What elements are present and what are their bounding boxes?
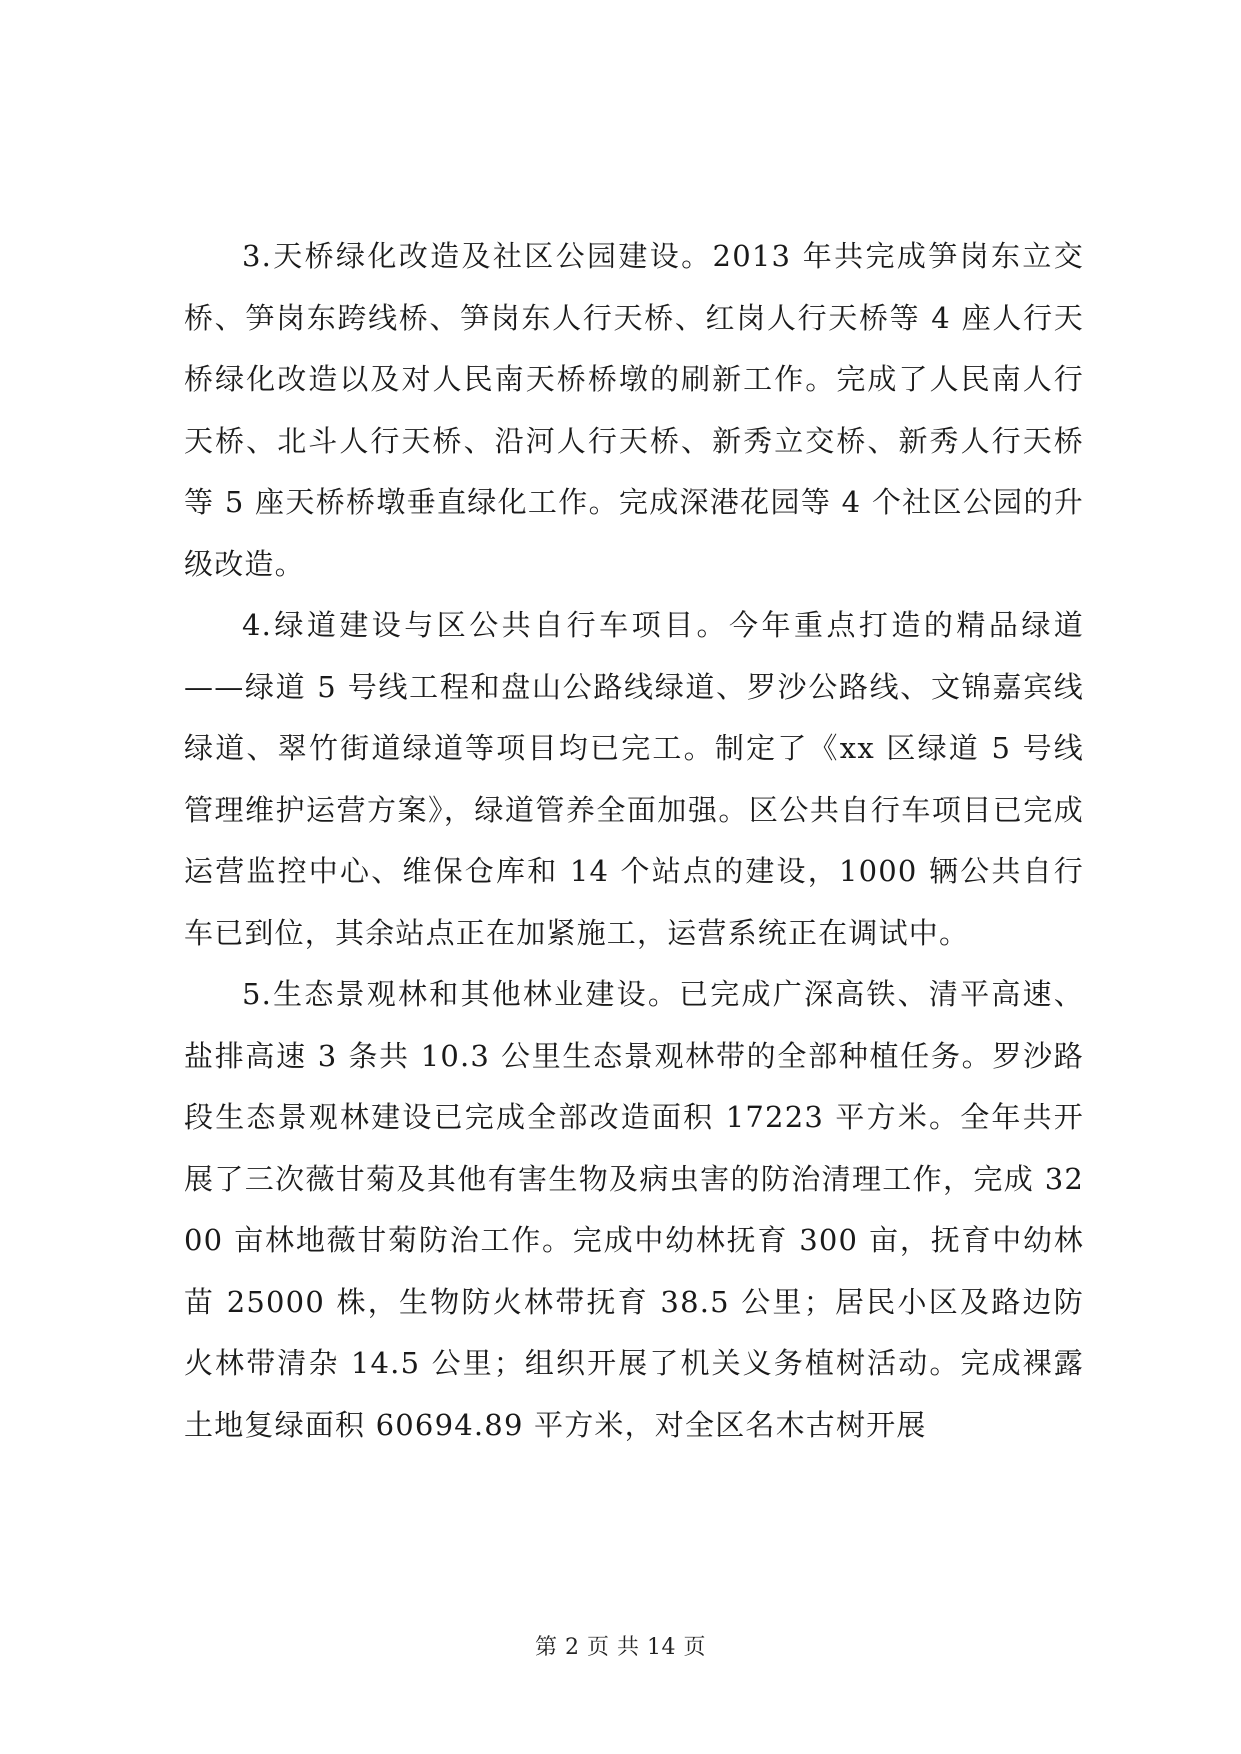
paragraph-5-ecological-forest: 5.生态景观林和其他林业建设。已完成广深高铁、清平高速、盐排高速 3 条共 10.3 公里生态景观林带的全部种植任务。罗沙路段生态景观林建设已完成全部改造面积 17223 平方米。全年共开展了三次薇甘菊及其他有害生物及病虫害的防治清理工作，完成 3200 亩林地薇甘菊防治工作。完成中幼林抚育 300 亩，抚育中幼林苗 25000 株，生物防火林带抚育 38.5 公里；居民小区及路边防火林带清杂 14.5 公里；组织开展了机关义务植树活动。完成裸露土地复绿面积 60694.89 平方米，对全区名木古树开展 (184, 977, 1084, 1442)
paragraph-4-greenway-bikes: 4.绿道建设与区公共自行车项目。今年重点打造的精品绿道——绿道 5 号线工程和盘山公路线绿道、罗沙公路线、文锦嘉宾线绿道、翠竹街道绿道等项目均已完工。制定了《xx 区绿道 5 号线管理维护运营方案》，绿道管养全面加强。区公共自行车项目已完成运营监控中心、维保仓库和 14 个站点的建设，1000 辆公共自行车已到位，其余站点正在加紧施工，运营系统正在调试中。 (184, 608, 1084, 950)
paragraph-3-overpass-greening: 3.天桥绿化改造及社区公园建设。2013 年共完成笋岗东立交桥、笋岗东跨线桥、笋岗东人行天桥、红岗人行天桥等 4 座人行天桥绿化改造以及对人民南天桥桥墩的刷新工作。完成了人民南人行天桥、北斗人行天桥、沿河人行天桥、新秀立交桥、新秀人行天桥等 5 座天桥桥墩垂直绿化工作。完成深港花园等 4 个社区公园的升级改造。 (184, 239, 1084, 581)
document-body (184, 226, 1084, 1456)
page-footer: 第 2 页 共 14 页 (535, 1635, 706, 1660)
